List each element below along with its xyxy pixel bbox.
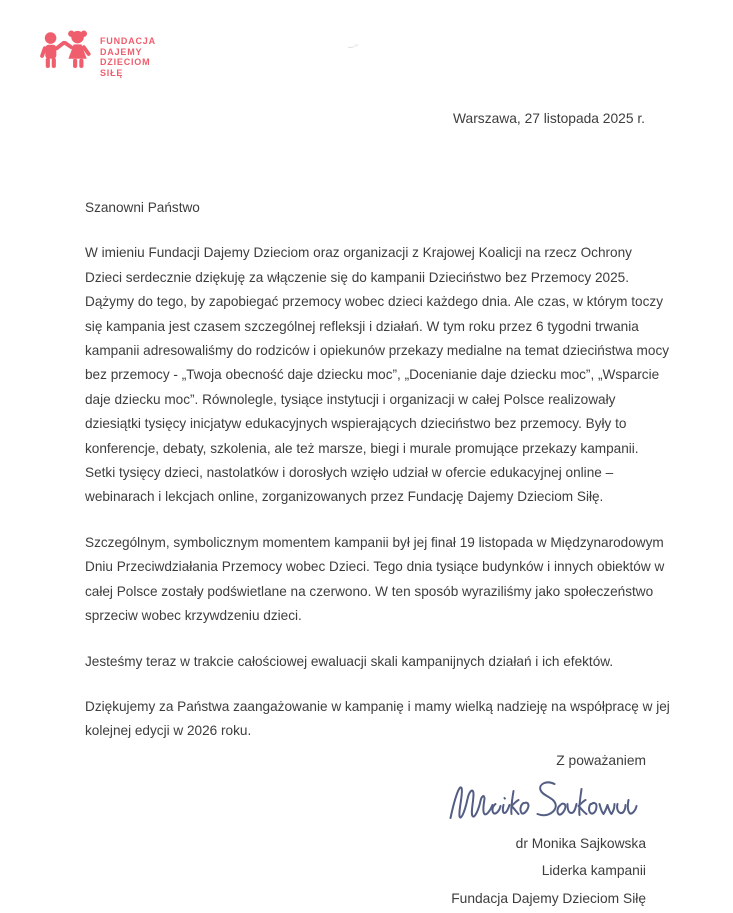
- paragraph-4: Dziękujemy za Państwa zaangażowanie w kampanię i mamy wielką nadzieję na współpracę w jej kolejnej edycji w 2026 roku.: [85, 698, 670, 739]
- paragraph-3: Jesteśmy teraz w trakcie całościowej ewaluacji skali kampanijnych działań i ich efektów.: [85, 653, 614, 669]
- logo-line: DZIECIOM: [100, 57, 151, 67]
- dateline: Warszawa, 27 listopada 2025 r.: [453, 111, 645, 126]
- logo-line: SIŁĘ: [100, 67, 124, 78]
- salutation: Szanowni Państwo: [85, 200, 200, 215]
- letter-body: [85, 196, 671, 765]
- logo-wordmark: [100, 27, 156, 78]
- logo-line: FUNDACJA: [100, 36, 156, 46]
- signer-role: Liderka kampanii: [541, 863, 646, 878]
- signer-org: Fundacja Dajemy Dzieciom Siłę: [451, 890, 646, 906]
- scan-artifact: [347, 40, 357, 48]
- paragraph-2: Szczególnym, symbolicznym momentem kampanii był jej finał 19 listopada w Międzynarodowym Dniu Przeciwdziałania Przemocy wobec Dzieci. Tego dnia tysiące budynków i innych obiektów w całej Polsce zostały podświetlane na czerwono. W ten sposób wyraziliśmy jako społeczeństwo sprzeciw wobec krzywdzeniu dzieci.: [85, 534, 665, 624]
- logo-line: DAJEMY: [100, 46, 143, 57]
- valediction: Z poważaniem: [556, 753, 646, 768]
- signature-handwriting-icon: [445, 777, 650, 827]
- children-figures-icon: [39, 27, 93, 79]
- closing-block: [445, 747, 646, 912]
- foundation-logo: [39, 27, 156, 79]
- paragraph-1: W imieniu Fundacji Dajemy Dzieciom oraz organizacji z Krajowej Koalicji na rzecz Ochrony Dzieci serdecznie dziękuję za włączenie się do kampanii Dzieciństwo bez Przemocy 2025. Dążymy do tego, by zapobiegać przemocy wobec dzieci każdego dnia. Ale czas, w którym toczy się kampania jest czasem szczególnej refleksji i działań. W tym roku przez 6 tygodni trwania kampanii adresowaliśmy do rodziców i opiekunów przekazy medialne na temat dzieciństwa mocy bez przemocy - „Twoja obecność daje dziecku moc”, „Docenianie daje dziecku moc”, „Wsparcie daje dziecku moc”. Równolegle, tysiące instytucji i organizacji w całej Polsce realizowały dziesiątki tysięcy inicjatyw edukacyjnych wspierających dzieciństwo bez przemocy. Były to konferencje, debaty, szkolenia, ale też marsze, biegi i murale promujące przekazy kampanii. Setki tysięcy dzieci, nastolatków i dorosłych wzięło udział w ofercie edukacyjnej online – webinarach i lekcjach online, zorganizowanych przez Fundację Dajemy Dzieciom Siłę.: [85, 245, 670, 505]
- signer-name: dr Monika Sajkowska: [515, 835, 646, 851]
